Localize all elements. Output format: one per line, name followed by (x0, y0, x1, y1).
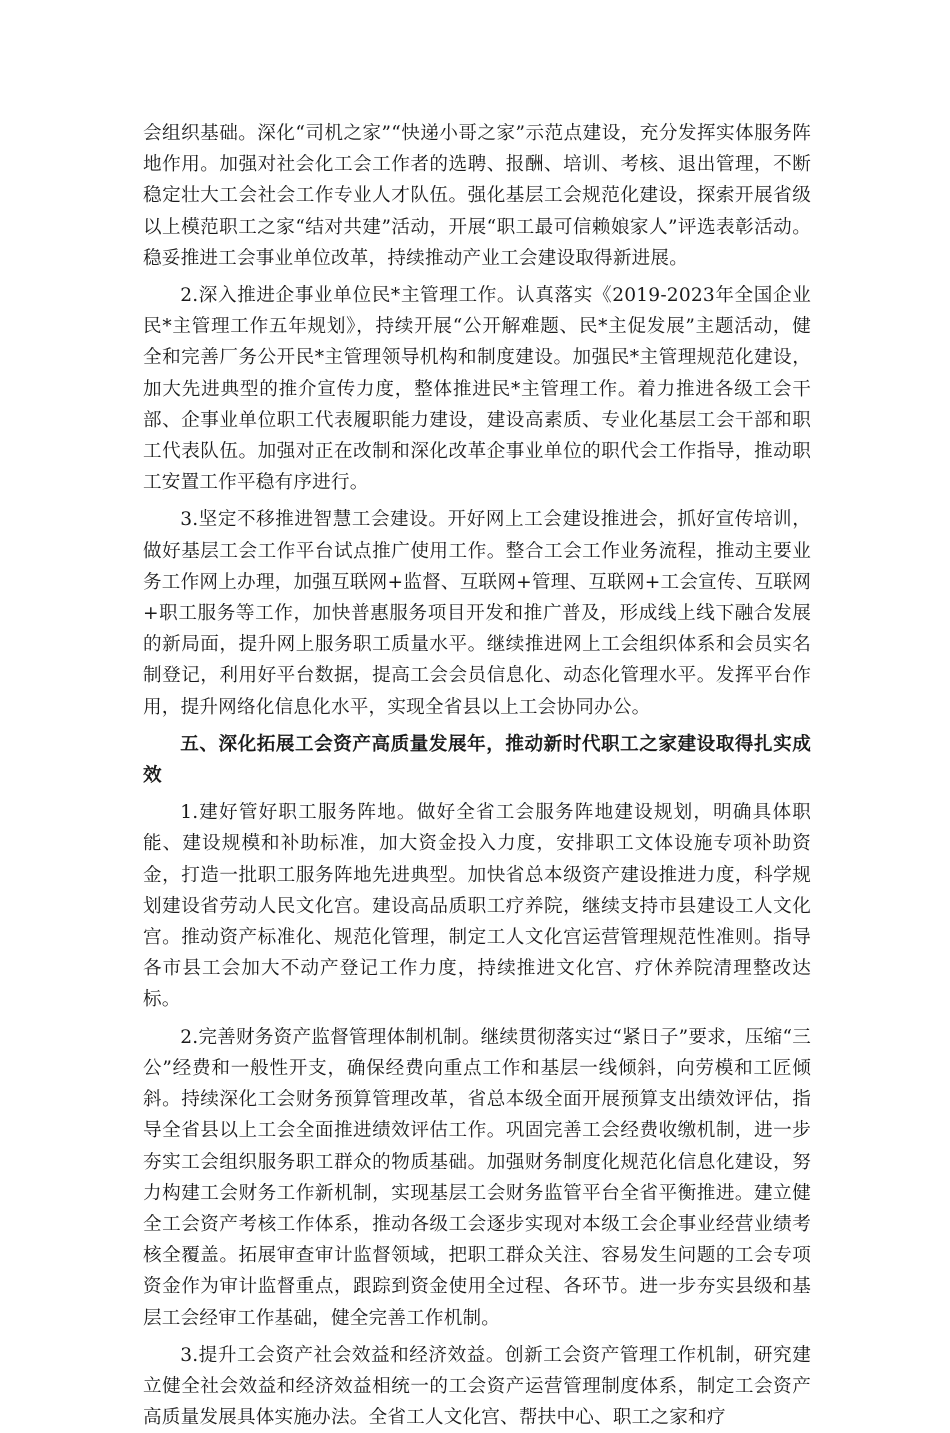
body-paragraph-continued: 会组织基础。深化“司机之家”“快递小哥之家”示范点建设，充分发挥实体服务阵地作用。加强对社会化工会工作者的选聘、报酬、培训、考核、退出管理，不断稳定壮大工会社会工作专业人才队伍。强化基层工会规范化建设，探索开展省级以上模范职工之家“结对共建”活动，开展“职工最可信赖娘家人”评选表彰活动。稳妥推进工会事业单位改革，持续推动产业工会建设取得新进展。 (143, 123, 811, 269)
body-paragraph-item-3: 3.坚定不移推进智慧工会建设。开好网上工会建设推进会，抓好宣传培训，做好基层工会工作平台试点推广使用工作。整合工会工作业务流程，推动主要业务工作网上办理，加强互联网+监督、互联网+管理、互联网+工会宣传、互联网+职工服务等工作，加快普惠服务项目开发和推广普及，形成线上线下融合发展的新局面，提升网上服务职工质量水平。继续推进网上工会组织体系和会员实名制登记，利用好平台数据，提高工会会员信息化、动态化管理水平。发挥平台作用，提升网络化信息化水平，实现全省县以上工会协同办公。 (143, 509, 811, 718)
body-paragraph-section5-item-1: 1.建好管好职工服务阵地。做好全省工会服务阵地建设规划，明确具体职能、建设规模和补助标准，加大资金投入力度，安排职工文体设施专项补助资金，打造一批职工服务阵地先进典型。加快省总本级资产建设推进力度，科学规划建设省劳动人民文化宫。建设高品质职工疗养院，继续支持市县建设工人文化宫。推动资产标准化、规范化管理，制定工人文化宫运营管理规范性准则。指导各市县工会加大不动产登记工作力度，持续推进文化宫、疗休养院清理整改达标。 (143, 802, 811, 1011)
body-paragraph-section5-item-3: 3.提升工会资产社会效益和经济效益。创新工会资产管理工作机制，研究建立健全社会效益和经济效益相统一的工会资产运营管理制度体系，制定工会资产高质量发展具体实施办法。全省工人文化宫、帮扶中心、职工之家和疗 (143, 1344, 811, 1429)
document-page (143, 118, 811, 1433)
body-paragraph-section5-item-2: 2.完善财务资产监督管理体制机制。继续贯彻落实过“紧日子”要求，压缩“三公”经费和一般性开支，确保经费向重点工作和基层一线倾斜，向劳模和工匠倾斜。持续深化工会财务预算管理改革，省总本级全面开展预算支出绩效评估，指导全省县以上工会全面推进绩效评估工作。巩固完善工会经费收缴机制，进一步夯实工会组织服务职工群众的物质基础。加强财务制度化规范化信息化建设，努力构建工会财务工作新机制，实现基层工会财务监管平台全省平衡推进。建立健全工会资产考核工作体系，推动各级工会逐步实现对本级工会企事业经营业绩考核全覆盖。拓展审查审计监督领域，把职工群众关注、容易发生问题的工会专项资金作为审计监督重点，跟踪到资金使用全过程、各环节。进一步夯实县级和基层工会经审工作基础，健全完善工作机制。 (143, 1026, 811, 1329)
body-paragraph-item-2: 2.深入推进企事业单位民*主管理工作。认真落实《2019-2023年全国企业民*主管理工作五年规划》，持续开展“公开解难题、民*主促发展”主题活动，健全和完善厂务公开民*主管理领导机构和制度建设。加强民*主管理规范化建设，加大先进典型的推介宣传力度，整体推进民*主管理工作。着力推进各级工会干部、企事业单位职工代表履职能力建设，建设高素质、专业化基层工会干部和职工代表队伍。加强对正在改制和深化改革企事业单位的职代会工作指导，推动职工安置工作平稳有序进行。 (143, 285, 811, 494)
section-heading-5: 五、深化拓展工会资产高质量发展年，推动新时代职工之家建设取得扎实成效 (143, 733, 811, 787)
